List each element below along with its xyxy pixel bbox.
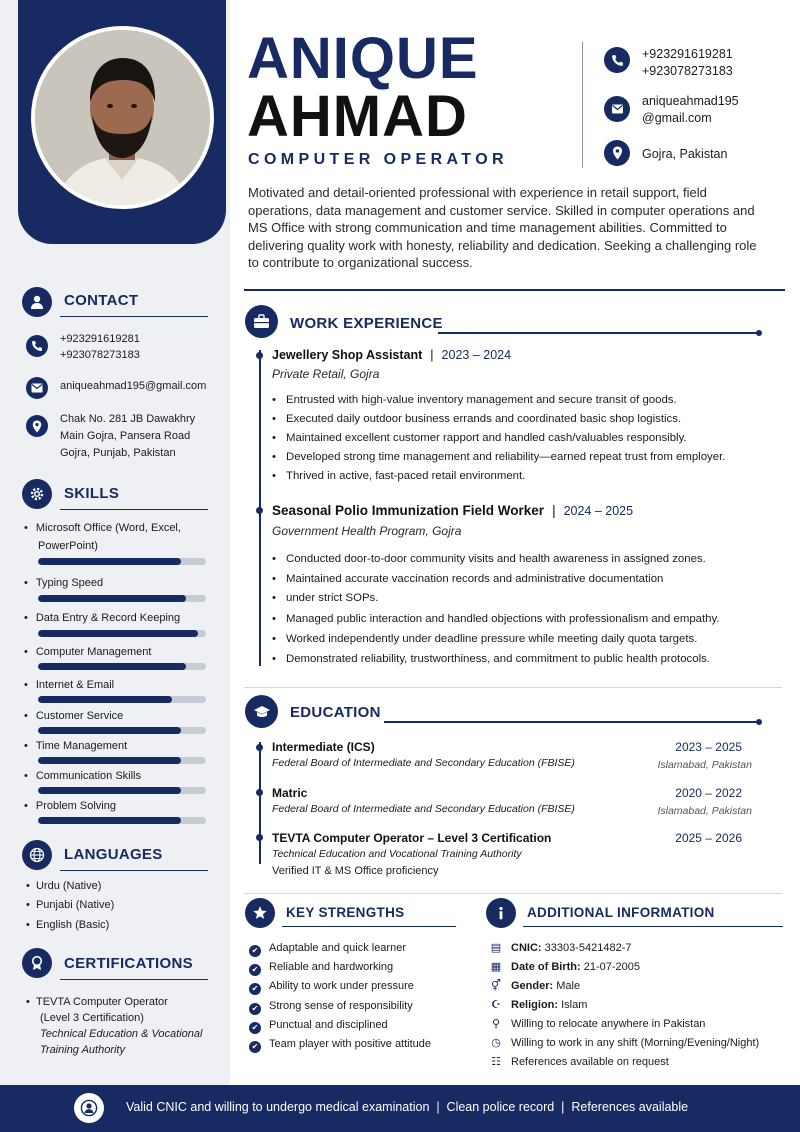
language-item: • Urdu (Native) — [26, 880, 102, 892]
user-icon — [22, 287, 52, 317]
skill-bar-fill — [38, 558, 181, 565]
job-1-title: Jewellery Shop Assistant | 2023 – 2024 — [272, 348, 512, 362]
skill-bar — [38, 663, 206, 670]
user-badge-icon — [74, 1093, 104, 1123]
footer-bar — [0, 1085, 800, 1132]
check-icon: ✔ — [249, 983, 261, 995]
education-1-org: Federal Board of Intermediate and Secondary Education (FBISE) — [272, 757, 575, 769]
info-item-references: ☷ References available on request — [489, 1055, 669, 1069]
location-pin-icon — [26, 415, 48, 437]
header-email-line2[interactable]: @gmail.com — [642, 111, 712, 125]
job-2-bullet: • Managed public interaction and handled objections with professionalism and empathy. — [272, 611, 720, 627]
education-2-title: Matric — [272, 786, 308, 800]
strength-item: ✔ Team player with positive attitude — [249, 1037, 431, 1053]
job-2-bullet: • Conducted door-to-door community visits and health awareness in assigned zones. — [272, 551, 706, 567]
job-1-bullet: • Developed strong time management and reliability—earned repeat trust from employer. — [272, 449, 725, 465]
skill-bar-fill — [38, 630, 198, 637]
education-2-place: Islamabad, Pakistan — [657, 805, 752, 817]
skill-bar-fill — [38, 595, 186, 602]
calendar-icon: ▦ — [490, 961, 502, 973]
star-icon — [245, 898, 275, 928]
id-card-icon: ▤ — [490, 942, 502, 954]
header-phone-2: +923078273183 — [642, 64, 733, 78]
job-1-bullet: • Maintained excellent customer rapport and handled cash/valuables responsibly. — [272, 430, 687, 446]
check-icon: ✔ — [249, 964, 261, 976]
work-heading-line — [438, 332, 758, 334]
languages-rule — [60, 870, 208, 871]
check-icon: ✔ — [249, 1041, 261, 1053]
skill-bar — [38, 595, 206, 602]
certification-level: (Level 3 Certification) — [40, 1012, 144, 1024]
certification-title: • TEVTA Computer Operator — [26, 996, 168, 1008]
job-1-bullet: • Thrived in active, fast-paced retail environment. — [272, 468, 525, 484]
job-2-bullet-continued: • under strict SOPs. — [272, 590, 378, 606]
certification-org: Technical Education & Vocational — [40, 1028, 203, 1040]
religion-icon: ☪ — [491, 999, 501, 1011]
mail-icon — [26, 377, 48, 399]
check-icon: ✔ — [249, 1003, 261, 1015]
job-1-dates: 2023 – 2024 — [441, 348, 512, 362]
education-timeline — [259, 742, 261, 864]
job-1-bullet: • Entrusted with high-value inventory management and secure transit of goods. — [272, 392, 677, 408]
skill-bar — [38, 630, 206, 637]
education-heading-line — [384, 721, 758, 723]
skill-label-continued: PowerPoint) — [38, 540, 98, 552]
section-divider — [244, 687, 782, 688]
info-item-shift: ◷ Willing to work in any shift (Morning/Evening/Night) — [489, 1036, 759, 1050]
job-2-title: Seasonal Polio Immunization Field Worker | 2024 – 2025 — [272, 503, 634, 518]
mail-icon — [604, 96, 630, 122]
summary-rule — [244, 289, 785, 291]
job-2-bullet: • Maintained accurate vaccination records and administrative documentation — [272, 571, 663, 587]
education-1-title: Intermediate (ICS) — [272, 740, 375, 754]
photo-panel — [18, 0, 226, 244]
contact-phone-2: +923078273183 — [60, 349, 140, 361]
key-strengths-rule — [282, 926, 456, 927]
skill-label: • Internet & Email — [24, 677, 114, 694]
education-heading-dot — [756, 719, 762, 725]
education-3-org: Technical Education and Vocational Training Authority — [272, 848, 522, 860]
skill-bar-fill — [38, 663, 186, 670]
skill-label: • Computer Management — [24, 644, 151, 661]
contact-rule — [60, 316, 208, 317]
briefcase-icon — [245, 305, 278, 338]
certifications-rule — [60, 979, 208, 980]
check-icon: ✔ — [249, 945, 261, 957]
skill-label: • Data Entry & Record Keeping — [24, 610, 180, 627]
gender-icon: ⚥ — [491, 980, 501, 992]
contact-email[interactable]: aniqueahmad195@gmail.com — [60, 380, 207, 392]
strength-item: ✔ Adaptable and quick learner — [249, 941, 406, 957]
phone-icon — [26, 335, 48, 357]
gear-icon — [22, 479, 52, 509]
person-portrait — [35, 30, 210, 205]
skill-bar — [38, 817, 206, 824]
job-1-bullet: • Executed daily outdoor business errands and coordinated basic shop logistics. — [272, 411, 681, 427]
education-3-note: Verified IT & MS Office proficiency — [272, 865, 439, 877]
skill-bar — [38, 558, 206, 565]
skill-bar — [38, 757, 206, 764]
languages-heading: LANGUAGES — [64, 846, 163, 863]
info-item-cnic: ▤ CNIC: 33303-5421482-7 — [490, 942, 632, 954]
certification-org-continued: Training Authority — [40, 1044, 125, 1056]
info-item-dob: ▦ Date of Birth: 21-07-2005 — [490, 961, 641, 973]
language-item: • English (Basic) — [26, 919, 110, 931]
skill-bar-fill — [38, 757, 181, 764]
skill-bar-fill — [38, 727, 181, 734]
header-divider — [582, 42, 583, 168]
key-strengths-heading: KEY STRENGTHS — [286, 905, 405, 920]
relocate-icon: ⚲ — [491, 1018, 501, 1030]
contact-address-2: Main Gojra, Pansera Road — [60, 430, 191, 442]
skill-label: • Typing Speed — [24, 575, 103, 592]
work-experience-heading: WORK EXPERIENCE — [290, 315, 443, 332]
contact-heading: CONTACT — [64, 292, 139, 309]
name-last: AHMAD — [247, 84, 468, 149]
strength-item: ✔ Strong sense of responsibility — [249, 999, 413, 1015]
section-divider — [244, 893, 782, 894]
education-1-dates: 2023 – 2025 — [675, 740, 742, 754]
work-heading-dot — [756, 330, 762, 336]
shift-icon: ◷ — [491, 1037, 501, 1049]
job-2-bullet: • Demonstrated reliability, trustworthiness, and commitment to public health protocols. — [272, 651, 710, 667]
skill-label: • Customer Service — [24, 708, 123, 725]
education-heading: EDUCATION — [290, 704, 381, 721]
name-first: ANIQUE — [247, 26, 479, 91]
job-2-org: Government Health Program, Gojra — [272, 524, 462, 538]
skill-label: • Microsoft Office (Word, Excel, — [24, 520, 181, 537]
references-icon: ☷ — [491, 1056, 501, 1068]
skills-rule — [60, 509, 208, 510]
skill-bar-fill — [38, 817, 181, 824]
skill-label: • Problem Solving — [24, 798, 116, 815]
education-2-dates: 2020 – 2022 — [675, 786, 742, 800]
skill-bar-fill — [38, 787, 181, 794]
timeline-dot — [256, 744, 263, 751]
award-ribbon-icon — [22, 948, 52, 978]
contact-address-3: Gojra, Punjab, Pakistan — [60, 447, 176, 459]
contact-phone-1: +923291619281 — [60, 333, 140, 345]
timeline-dot — [256, 352, 263, 359]
additional-info-rule — [523, 926, 783, 927]
additional-info-heading: ADDITIONAL INFORMATION — [527, 905, 715, 920]
info-item-gender: ⚥ Gender: Male — [489, 979, 580, 993]
graduation-cap-icon — [245, 695, 278, 728]
globe-icon — [22, 840, 52, 870]
check-icon: ✔ — [249, 1022, 261, 1034]
job-1-org: Private Retail, Gojra — [272, 367, 380, 381]
info-item-relocate: ⚲ Willing to relocate anywhere in Pakistan — [489, 1017, 705, 1031]
skill-bar — [38, 696, 206, 703]
skill-label: • Communication Skills — [24, 768, 141, 785]
language-item: • Punjabi (Native) — [26, 899, 115, 911]
skill-label: • Time Management — [24, 738, 127, 755]
info-icon — [486, 898, 516, 928]
skills-heading: SKILLS — [64, 485, 120, 502]
strength-item: ✔ Punctual and disciplined — [249, 1018, 388, 1034]
education-1-place: Islamabad, Pakistan — [657, 759, 752, 771]
strength-item: ✔ Reliable and hardworking — [249, 960, 393, 976]
timeline-dot — [256, 834, 263, 841]
skill-bar — [38, 727, 206, 734]
skill-bar — [38, 787, 206, 794]
certifications-heading: CERTIFICATIONS — [64, 955, 193, 972]
education-2-org: Federal Board of Intermediate and Secondary Education (FBISE) — [272, 803, 575, 815]
timeline-dot — [256, 789, 263, 796]
contact-address-1: Chak No. 281 JB Dawakhry — [60, 413, 196, 425]
location-pin-icon — [604, 140, 630, 166]
footer-text: Valid CNIC and willing to undergo medical examination | Clean police record | References available — [126, 1100, 689, 1114]
job-2-bullet: • Worked independently under deadline pressure while meeting daily quota targets. — [272, 631, 697, 647]
skill-bar-fill — [38, 696, 172, 703]
header-phone-1: +923291619281 — [642, 47, 733, 61]
header-email-line1[interactable]: aniqueahmad195 — [642, 94, 739, 108]
strength-item: ✔ Ability to work under pressure — [249, 979, 414, 995]
summary: Motivated and detail-oriented professional with experience in retail support, field operations, data management and customer service. Skilled in computer operations and MS Office with strong communication and time management abilities. Committed to delivering quality work with honesty, reliability and dedication. Seeking a challenging role to contribute to organizational success. — [248, 185, 757, 271]
education-3-dates: 2025 – 2026 — [675, 831, 742, 845]
info-item-religion: ☪ Religion: Islam — [489, 998, 587, 1012]
job-title: COMPUTER OPERATOR — [248, 151, 508, 168]
profile-photo — [31, 26, 214, 209]
phone-icon — [604, 47, 630, 73]
timeline-dot — [256, 507, 263, 514]
education-3-title: TEVTA Computer Operator – Level 3 Certification — [272, 831, 552, 845]
job-2-dates: 2024 – 2025 — [563, 504, 634, 518]
header-location: Gojra, Pakistan — [642, 147, 728, 161]
